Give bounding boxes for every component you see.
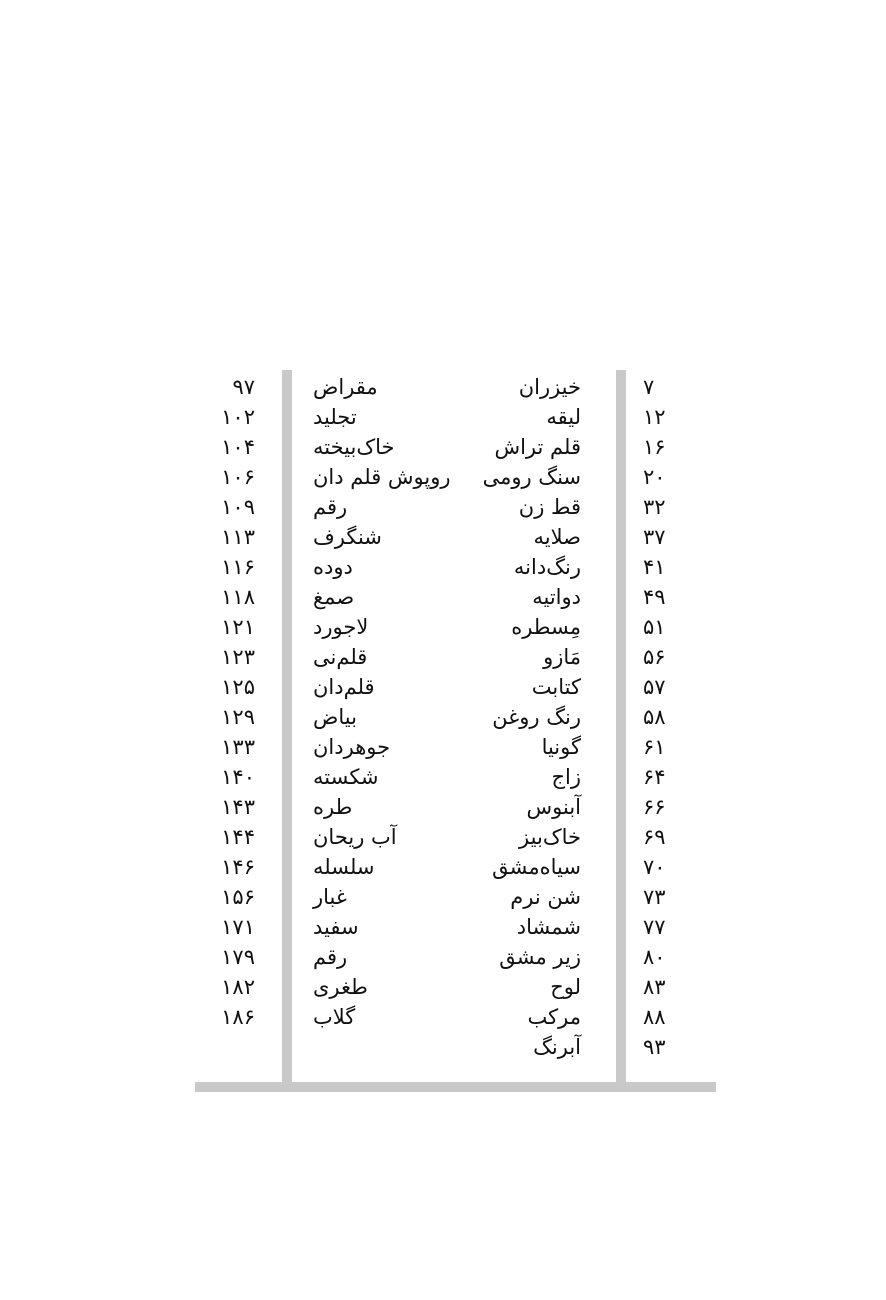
left-page-number: ۱۳۳ <box>221 735 255 759</box>
right-term: قلم تراش <box>494 435 581 459</box>
index-row <box>195 492 716 522</box>
left-term: مقراض <box>313 375 378 399</box>
left-term: طغری <box>313 975 368 999</box>
left-term: سفید <box>313 915 359 939</box>
right-page-number: ۶۶ <box>643 795 666 819</box>
right-page-number: ۴۱ <box>643 555 666 579</box>
right-column-divider <box>616 370 626 1082</box>
left-page-number: ۱۸۲ <box>221 975 255 999</box>
left-term: دوده <box>313 555 353 579</box>
left-term: قلم‌نی <box>313 645 368 669</box>
right-page-number: ۷۷ <box>643 915 666 939</box>
index-row <box>195 912 716 942</box>
left-term: قلم‌دان <box>313 675 375 699</box>
left-term <box>313 1032 473 1062</box>
footer-rule <box>195 1082 716 1092</box>
index-row <box>195 972 716 1002</box>
left-column-divider <box>282 370 292 1082</box>
right-term: کتابت <box>531 675 581 699</box>
left-page-number: ۱۵۶ <box>221 885 255 909</box>
left-page-number: ۱۱۶ <box>221 555 255 579</box>
left-page-number: ۱۰۹ <box>221 495 255 519</box>
index-row <box>195 372 716 402</box>
right-page-number: ۸۳ <box>643 975 666 999</box>
index-row <box>195 522 716 552</box>
index-row <box>195 1002 716 1032</box>
right-term: آبنوس <box>526 795 581 819</box>
right-page-number: ۷۳ <box>643 885 666 909</box>
left-page-number: ۱۴۰ <box>221 765 255 789</box>
right-page-number: ۵۷ <box>643 675 666 699</box>
left-term: روپوش قلم دان <box>313 465 451 489</box>
right-page-number: ۲۰ <box>643 465 666 489</box>
left-term: شنگرف <box>313 525 382 549</box>
index-row <box>195 672 716 702</box>
right-term: آبرنگ <box>533 1035 581 1059</box>
left-page-number: ۱۸۶ <box>221 1005 255 1029</box>
left-term: رقم <box>313 945 348 969</box>
right-term: مرکب <box>527 1005 581 1029</box>
right-page-number: ۳۲ <box>643 495 666 519</box>
index-row <box>195 462 716 492</box>
left-page-number: ۱۱۸ <box>221 585 255 609</box>
right-term: شمشاد <box>516 915 581 939</box>
right-term: زاج <box>551 765 581 789</box>
left-page-number: ۱۴۳ <box>221 795 255 819</box>
index-row <box>195 762 716 792</box>
left-page-number: ۱۲۱ <box>221 615 255 639</box>
right-page-number: ۳۷ <box>643 525 666 549</box>
right-term: قط زن <box>518 495 581 519</box>
left-page-number: ۹۷ <box>232 375 255 399</box>
left-term: آب ریحان <box>313 825 397 849</box>
right-term: سنگ رومی <box>482 465 581 489</box>
left-term: جوهردان <box>313 735 391 759</box>
left-page-number: ۱۰۴ <box>221 435 255 459</box>
left-page-number: ۱۲۹ <box>221 705 255 729</box>
left-term: صمغ <box>313 585 355 609</box>
right-term: خاک‌بیز <box>519 825 581 849</box>
right-page-number: ۴۹ <box>643 585 666 609</box>
index-row <box>195 792 716 822</box>
right-term: مِسطره <box>511 615 581 639</box>
right-term: صلایه <box>533 525 581 549</box>
index-row <box>195 582 716 612</box>
right-page-number: ۶۱ <box>643 735 666 759</box>
left-page-number: ۱۰۲ <box>221 405 255 429</box>
right-page-number: ۹۳ <box>643 1035 666 1059</box>
right-term: خیزران <box>518 375 581 399</box>
index-row <box>195 432 716 462</box>
right-page-number: ۱۲ <box>643 405 666 429</box>
index-row <box>195 702 716 732</box>
right-term: شن نرم <box>510 885 581 909</box>
left-page-number: ۱۴۶ <box>221 855 255 879</box>
index-row <box>195 402 716 432</box>
index-row <box>195 642 716 672</box>
index-table <box>195 372 716 1062</box>
right-term: لیقه <box>546 405 581 429</box>
right-page-number: ۸۰ <box>643 945 666 969</box>
left-page-number <box>195 1032 255 1062</box>
right-page-number: ۶۹ <box>643 825 666 849</box>
right-page-number: ۱۶ <box>643 435 666 459</box>
index-row <box>195 882 716 912</box>
index-row <box>195 552 716 582</box>
left-term: خاک‌بیخته <box>313 435 395 459</box>
left-page-number: ۱۷۹ <box>221 945 255 969</box>
index-row <box>195 942 716 972</box>
index-row <box>195 612 716 642</box>
left-term: لاجورد <box>313 615 369 639</box>
right-term: مَازو <box>543 645 581 669</box>
left-term: رقم <box>313 495 348 519</box>
right-page-number: ۷۰ <box>643 855 666 879</box>
right-page-number: ۵۸ <box>643 705 666 729</box>
right-term: رنگ روغن <box>492 705 581 729</box>
right-page-number: ۵۱ <box>643 615 666 639</box>
left-page-number: ۱۱۳ <box>221 525 255 549</box>
right-page-number: ۸۸ <box>643 1005 666 1029</box>
left-page-number: ۱۰۶ <box>221 465 255 489</box>
left-term: تجلید <box>313 405 357 429</box>
index-row <box>195 822 716 852</box>
right-term: دواتیه <box>532 585 581 609</box>
right-term: لوح <box>550 975 581 999</box>
right-term: سیاه‌مشق <box>492 855 581 879</box>
left-term: شکسته <box>313 765 379 789</box>
right-page-number: ۷ <box>643 375 655 399</box>
right-term: رنگ‌دانه <box>513 555 581 579</box>
left-page-number: ۱۴۴ <box>221 825 255 849</box>
left-page-number: ۱۷۱ <box>221 915 255 939</box>
left-term: بیاض <box>313 705 357 729</box>
index-row <box>195 1032 716 1062</box>
right-page-number: ۵۶ <box>643 645 666 669</box>
left-term: سلسله <box>313 855 375 879</box>
left-page-number: ۱۲۳ <box>221 645 255 669</box>
index-row <box>195 732 716 762</box>
left-term: طره <box>313 795 353 819</box>
right-term: گونیا <box>541 735 581 759</box>
left-page-number: ۱۲۵ <box>221 675 255 699</box>
left-term: گلاب <box>313 1005 356 1029</box>
right-term: زیر مشق <box>499 945 581 969</box>
right-page-number: ۶۴ <box>643 765 666 789</box>
left-term: غبار <box>313 885 347 909</box>
index-row <box>195 852 716 882</box>
